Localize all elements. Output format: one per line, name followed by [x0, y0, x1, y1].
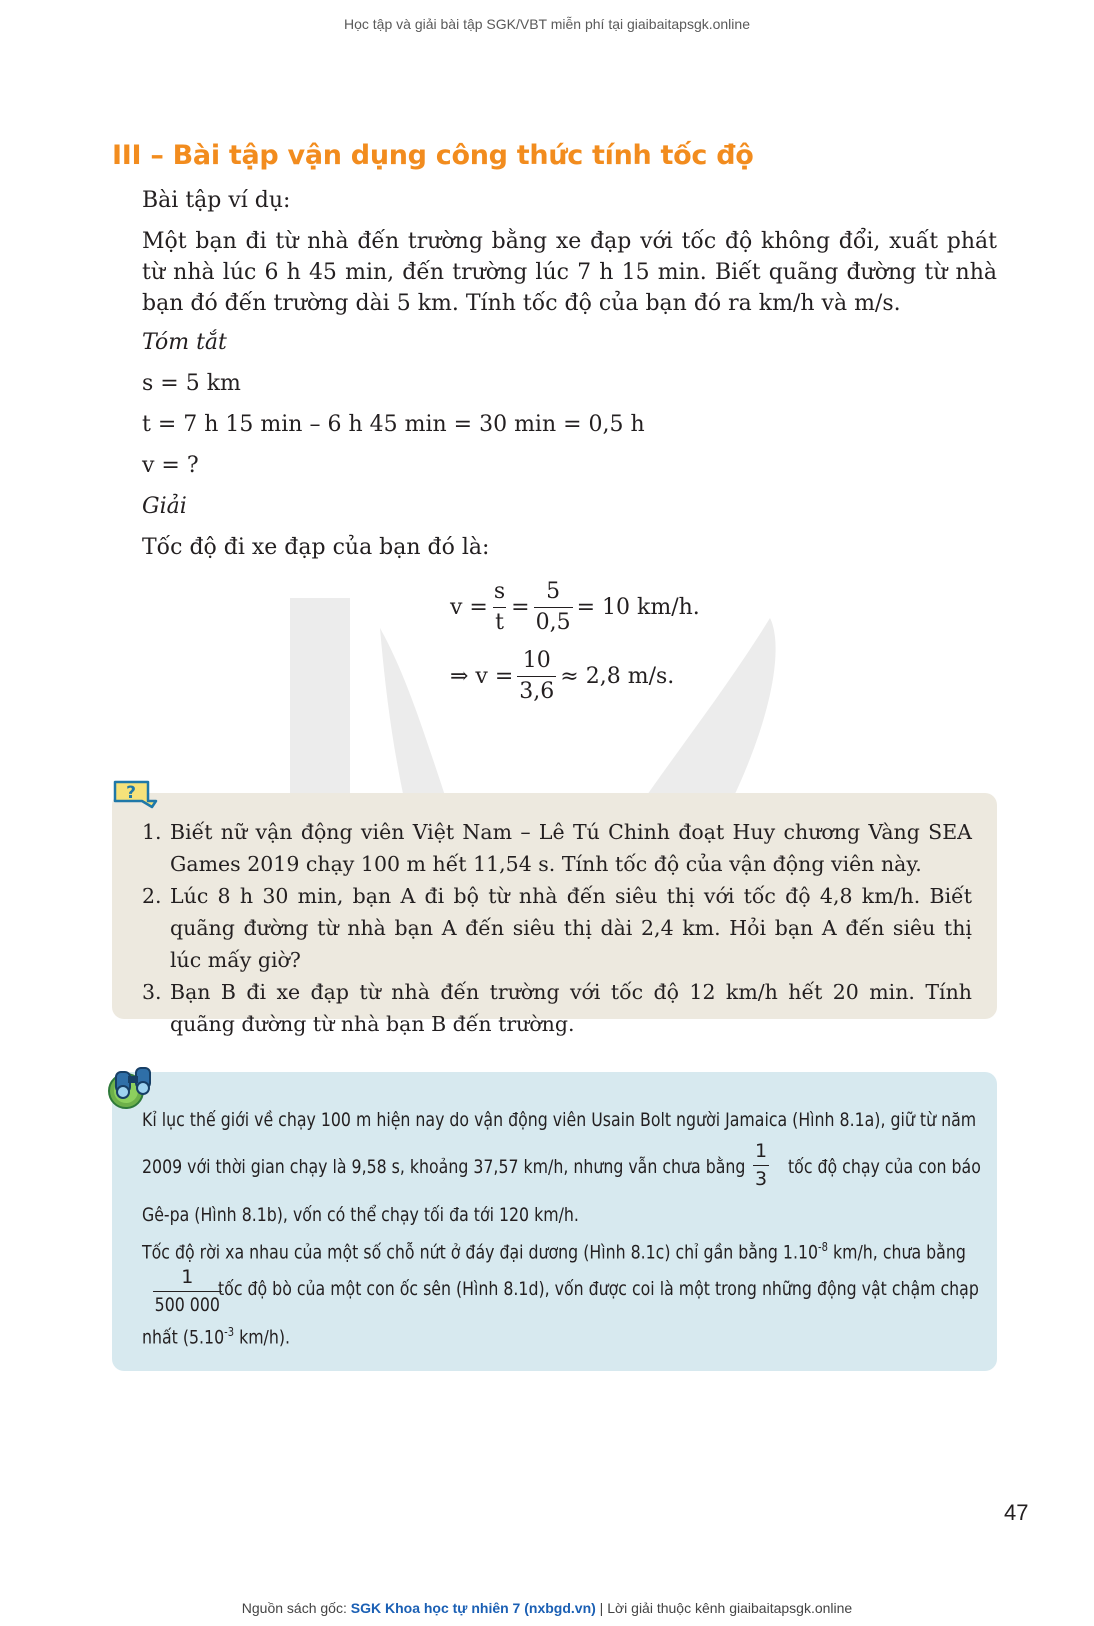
fraction-numerator: s	[493, 579, 506, 604]
info-line-4	[142, 1240, 966, 1264]
info-text-part: km/h).	[234, 1326, 291, 1349]
fraction-denominator: 0,5	[534, 607, 573, 634]
info-superscript: -8	[818, 1240, 828, 1254]
info-text-part: tốc độ chạy của con báo	[788, 1156, 981, 1178]
question-number: 2.	[142, 884, 162, 908]
fraction-numerator: 1	[181, 1266, 194, 1288]
fraction-numerator: 10	[522, 648, 551, 673]
fraction-10-over-36	[517, 650, 556, 703]
formula-lhs: ⇒ v =	[450, 664, 514, 689]
info-line-6	[142, 1325, 831, 1348]
info-text-part: km/h, chưa bằng	[827, 1241, 966, 1264]
question-bubble-icon	[112, 779, 158, 811]
footer-source-link[interactable]: SGK Khoa học tự nhiên 7 (nxbgd.vn)	[350, 1600, 596, 1616]
question-number: 3.	[142, 980, 162, 1004]
info-text-part: tốc độ bò của một con ốc sên (Hình 8.1d), vốn được coi là một trong những động vật chậm chạp	[218, 1278, 979, 1300]
footer	[0, 1600, 1094, 1616]
fraction-denominator: t	[493, 607, 506, 634]
footer-prefix: Nguồn sách gốc:	[241, 1600, 351, 1616]
fraction-one-over-500000	[146, 1268, 229, 1315]
question-text: Bạn B đi xe đạp từ nhà đến trường với tốc độ 12 km/h hết 20 min. Tính quãng đường từ nhà bạn B đến trường.	[170, 980, 972, 1036]
given-distance: s = 5 km	[142, 371, 241, 396]
summary-label: Tóm tắt	[142, 330, 227, 355]
formula-lhs: v =	[450, 595, 488, 620]
fraction-one-third	[753, 1142, 769, 1189]
formula-equals: =	[511, 595, 530, 620]
info-text-part: nhất (5.10	[142, 1326, 225, 1349]
question-text: Biết nữ vận động viên Việt Nam – Lê Tú Chinh đoạt Huy chương Vàng SEA Games 2019 chạy 100 m hết 11,54 s. Tính tốc độ của vận động viên này.	[170, 820, 972, 876]
info-line-5	[142, 1266, 979, 1324]
formula-result: ≈ 2,8 m/s.	[560, 664, 675, 689]
find-speed: v = ?	[142, 453, 199, 478]
info-line-2	[142, 1140, 981, 1192]
info-text-part: Tốc độ rời xa nhau của một số chỗ nứt ở đáy đại dương (Hình 8.1c) chỉ gần bằng 1.10	[142, 1241, 819, 1264]
formula-speed-ms	[450, 650, 674, 703]
binoculars-icon	[106, 1063, 166, 1111]
info-line-3: Gê-pa (Hình 8.1b), vốn có thể chạy tối đa tới 120 km/h.	[142, 1204, 579, 1226]
footer-suffix: | Lời giải thuộc kênh giaibaitapsgk.online	[595, 1600, 853, 1616]
info-superscript: -3	[224, 1325, 235, 1339]
section-title: III – Bài tập vận dụng công thức tính tốc độ	[112, 140, 754, 171]
given-time: t = 7 h 15 min – 6 h 45 min = 30 min = 0,5 h	[142, 412, 645, 437]
list-item	[142, 880, 972, 976]
questions-list	[142, 816, 972, 1040]
example-problem: Một bạn đi từ nhà đến trường bằng xe đạp với tốc độ không đổi, xuất phát từ nhà lúc 6 h 45 min, đến trường lúc 7 h 15 min. Biết quãng đường từ nhà bạn đó đến trường dài 5 km. Tính tốc độ của bạn đó ra km/h và m/s.	[142, 229, 997, 316]
info-text-part: 2009 với thời gian chạy là 9,58 s, khoảng 37,57 km/h, nhưng vẫn chưa bằng	[142, 1156, 746, 1178]
formula-speed-kmh	[450, 581, 700, 634]
fraction-s-over-t	[492, 581, 507, 634]
fraction-numerator: 5	[546, 579, 561, 604]
info-line-1: Kỉ lục thế giới về chạy 100 m hiện nay do vận động viên Usain Bolt người Jamaica (Hình 8.1a), giữ từ năm	[142, 1109, 977, 1131]
fraction-denominator: 3	[753, 1165, 769, 1189]
fraction-5-over-05	[534, 581, 573, 634]
solution-label: Giải	[142, 494, 187, 519]
formula-result: = 10 km/h.	[576, 595, 700, 620]
page-number: 47	[1004, 1500, 1029, 1525]
fraction-numerator: 1	[755, 1140, 768, 1162]
list-item	[142, 816, 972, 880]
fraction-denominator: 500 000	[153, 1291, 222, 1315]
header-watermark: Học tập và giải bài tập SGK/VBT miễn phí tại giaibaitapsgk.online	[344, 16, 750, 32]
example-label: Bài tập ví dụ:	[142, 188, 291, 213]
question-number: 1.	[142, 820, 162, 844]
list-item	[142, 976, 972, 1040]
question-text: Lúc 8 h 30 min, bạn A đi bộ từ nhà đến siêu thị với tốc độ 4,8 km/h. Biết quãng đường từ nhà bạn A đến siêu thị dài 2,4 km. Hỏi bạn A đến siêu thị lúc mấy giờ?	[170, 884, 972, 972]
fraction-denominator: 3,6	[517, 676, 556, 703]
solution-intro: Tốc độ đi xe đạp của bạn đó là:	[142, 535, 490, 560]
svg-text:?: ?	[126, 783, 136, 803]
